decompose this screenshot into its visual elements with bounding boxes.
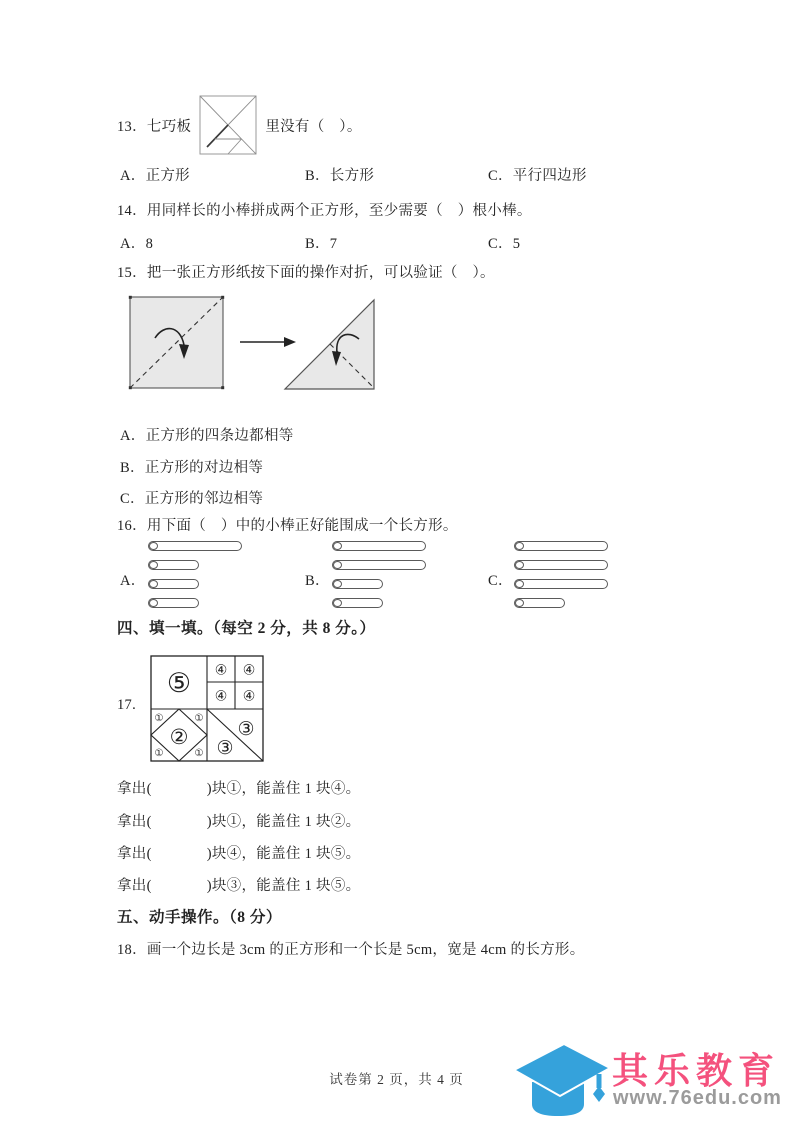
question-18: 18．画一个边长是 3cm 的正方形和一个长是 5cm，宽是 4cm 的长方形。 bbox=[117, 942, 585, 958]
blank-pre: 拿出( bbox=[117, 878, 152, 894]
stick-icon bbox=[514, 598, 565, 608]
footer-page-number: 试卷第 2 页，共 4 页 bbox=[329, 1072, 464, 1087]
blank-pre: 拿出( bbox=[117, 814, 152, 830]
question-15: 15．把一张正方形纸按下面的操作对折，可以验证（ ）。 bbox=[117, 265, 495, 281]
graduation-cap-icon bbox=[512, 1038, 612, 1122]
piece-label-2: ② bbox=[169, 725, 189, 749]
stick-icon bbox=[148, 541, 242, 551]
blank-post: )块③，能盖住 1 块⑤。 bbox=[206, 878, 361, 894]
stick-icon bbox=[148, 579, 199, 589]
sticks-group-a bbox=[148, 541, 242, 608]
stick-icon bbox=[332, 541, 426, 551]
piece-label-1: ① bbox=[154, 713, 164, 724]
piece-label-1: ① bbox=[194, 713, 204, 724]
sticks-group-b bbox=[332, 541, 426, 608]
paper-folding-figure bbox=[128, 295, 378, 393]
question-17-number: 17. bbox=[117, 697, 137, 713]
piece-label-4: ④ bbox=[214, 689, 228, 705]
stick-icon bbox=[514, 579, 608, 589]
question-16: 16．用下面（ ）中的小棒正好能围成一个长方形。 bbox=[117, 518, 458, 534]
question-13-suffix: 里没有（ ）。 bbox=[265, 119, 362, 135]
piece-label-3: ③ bbox=[237, 719, 255, 740]
stick-icon bbox=[514, 541, 608, 551]
blank-pre: 拿出( bbox=[117, 781, 152, 797]
blank-post: )块④，能盖住 1 块⑤。 bbox=[206, 846, 361, 862]
stick-icon bbox=[148, 598, 199, 608]
option-15-c: C．正方形的邻边相等 bbox=[120, 491, 264, 507]
option-15-a: A．正方形的四条边都相等 bbox=[120, 428, 294, 444]
sticks-group-c bbox=[514, 541, 608, 608]
blank-post: )块①，能盖住 1 块②。 bbox=[206, 814, 361, 830]
stick-icon bbox=[514, 560, 608, 570]
piece-label-1: ① bbox=[194, 748, 204, 759]
section-4-heading: 四、填一填。（每空 2 分，共 8 分。） bbox=[117, 620, 376, 637]
piece-label-3: ③ bbox=[216, 738, 234, 759]
piece-label-5: ⑤ bbox=[166, 668, 192, 698]
option-14-a: A．8 bbox=[120, 236, 154, 252]
brand-name: 其乐教育 bbox=[612, 1050, 781, 1091]
stick-icon bbox=[332, 579, 383, 589]
option-16-c-label: C． bbox=[488, 573, 513, 589]
option-15-b: B．正方形的对边相等 bbox=[120, 460, 264, 476]
option-14-b: B．7 bbox=[305, 236, 338, 252]
option-13-b: B．长方形 bbox=[305, 168, 375, 184]
stick-icon bbox=[148, 560, 199, 570]
piece-label-4: ④ bbox=[242, 689, 256, 705]
piece-label-4: ④ bbox=[242, 663, 256, 679]
stick-icon bbox=[332, 598, 383, 608]
blank-post: )块①，能盖住 1 块④。 bbox=[206, 781, 361, 797]
question-14: 14．用同样长的小棒拼成两个正方形，至少需要（ ）根小棒。 bbox=[117, 203, 532, 219]
option-13-c: C．平行四边形 bbox=[488, 168, 587, 184]
blank-line-3 bbox=[117, 842, 360, 863]
option-16-b-label: B． bbox=[305, 573, 330, 589]
blank-line-2 bbox=[117, 810, 360, 831]
blank-line-4 bbox=[117, 874, 360, 895]
question-13-prefix: 13．七巧板 bbox=[117, 119, 192, 135]
blank-line-1 bbox=[117, 777, 360, 798]
piece-label-1: ① bbox=[154, 748, 164, 759]
blank-pre: 拿出( bbox=[117, 846, 152, 862]
option-14-c: C．5 bbox=[488, 236, 521, 252]
piece-label-4: ④ bbox=[214, 663, 228, 679]
tiling-figure bbox=[150, 655, 264, 762]
brand-url: www.76edu.com bbox=[613, 1087, 782, 1109]
tangram-figure-icon bbox=[197, 93, 259, 158]
question-13 bbox=[117, 93, 362, 158]
option-16-a-label: A． bbox=[120, 573, 146, 589]
stick-icon bbox=[332, 560, 426, 570]
section-5-heading: 五、动手操作。（8 分） bbox=[117, 909, 282, 926]
option-13-a: A．正方形 bbox=[120, 168, 190, 184]
